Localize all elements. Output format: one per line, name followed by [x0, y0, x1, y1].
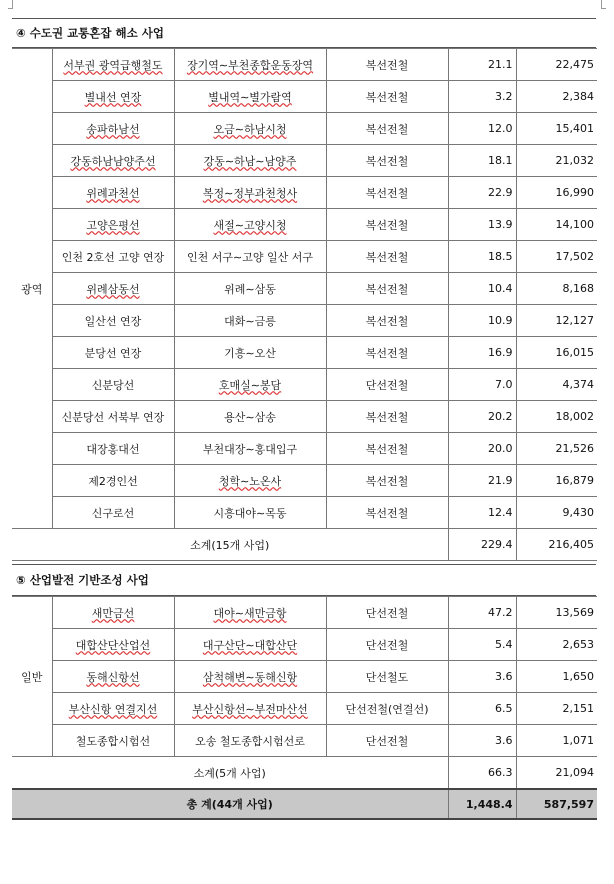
table-row [12, 209, 597, 241]
project-cost: 17,502 [516, 241, 597, 273]
project-route: 삼척해변∼동해신항 [174, 661, 326, 693]
table-row [12, 241, 597, 273]
project-cost: 22,475 [516, 49, 597, 81]
project-name: 대장홍대선 [52, 433, 174, 465]
project-name: 동해신항선 [52, 661, 174, 693]
project-name: 부산신항 연결지선 [52, 693, 174, 725]
subtotal-row [12, 529, 597, 561]
project-route: 시흥대야∼목동 [174, 497, 326, 529]
project-cost: 16,015 [516, 337, 597, 369]
project-type: 복선전철 [326, 337, 448, 369]
project-cost: 1,071 [516, 725, 597, 757]
project-type: 복선전철 [326, 433, 448, 465]
subtotal-length: 229.4 [448, 529, 516, 561]
project-route: 인천 서구∼고양 일산 서구 [174, 241, 326, 273]
project-route: 오금∼하남시청 [174, 113, 326, 145]
project-length: 10.9 [448, 305, 516, 337]
project-type: 단선전철 [326, 369, 448, 401]
page-corner-mark-left [8, 0, 13, 9]
page-top-margin [0, 0, 614, 12]
project-route: 대화∼금릉 [174, 305, 326, 337]
table-row [12, 401, 597, 433]
table-row [12, 49, 597, 81]
table-row [12, 337, 597, 369]
project-length: 47.2 [448, 597, 516, 629]
table-row [12, 81, 597, 113]
project-length: 16.9 [448, 337, 516, 369]
project-type: 복선전철 [326, 209, 448, 241]
project-cost: 13,569 [516, 597, 597, 629]
project-type: 복선전철 [326, 49, 448, 81]
project-cost: 8,168 [516, 273, 597, 305]
project-route: 호매실∼봉담 [174, 369, 326, 401]
project-type: 복선전철 [326, 241, 448, 273]
project-route: 장기역∼부천종합운동장역 [174, 49, 326, 81]
project-route: 부천대장∼홍대입구 [174, 433, 326, 465]
table-row [12, 433, 597, 465]
section5-title: ⑤ 산업발전 기반조성 사업 [12, 564, 596, 596]
project-length: 7.0 [448, 369, 516, 401]
table-row [12, 369, 597, 401]
project-length: 20.0 [448, 433, 516, 465]
project-cost: 2,653 [516, 629, 597, 661]
project-name: 신구로선 [52, 497, 174, 529]
table-row [12, 597, 597, 629]
project-cost: 4,374 [516, 369, 597, 401]
table-row [12, 497, 597, 529]
project-name: 새만금선 [52, 597, 174, 629]
project-name: 위례과천선 [52, 177, 174, 209]
section4-table [12, 48, 597, 561]
project-name: 별내선 연장 [52, 81, 174, 113]
table-row [12, 305, 597, 337]
table-row [12, 177, 597, 209]
project-name: 인천 2호선 고양 연장 [52, 241, 174, 273]
project-length: 12.4 [448, 497, 516, 529]
project-route: 위례∼삼동 [174, 273, 326, 305]
project-route: 용산∼삼송 [174, 401, 326, 433]
project-length: 20.2 [448, 401, 516, 433]
project-route: 대구산단∼대합산단 [174, 629, 326, 661]
subtotal-length: 66.3 [448, 757, 516, 790]
project-cost: 16,879 [516, 465, 597, 497]
project-type: 단선전철 [326, 725, 448, 757]
subtotal-row [12, 757, 597, 790]
grand-total-row [12, 789, 597, 819]
project-cost: 18,002 [516, 401, 597, 433]
project-length: 13.9 [448, 209, 516, 241]
project-type: 복선전철 [326, 465, 448, 497]
project-name: 철도종합시험선 [52, 725, 174, 757]
project-name: 서부권 광역급행철도 [52, 49, 174, 81]
project-cost: 1,650 [516, 661, 597, 693]
table-row [12, 661, 597, 693]
project-route: 부산신항선∼부전마산선 [174, 693, 326, 725]
project-route: 청학∼노온사 [174, 465, 326, 497]
project-route: 새절∼고양시청 [174, 209, 326, 241]
project-length: 3.2 [448, 81, 516, 113]
table-row [12, 725, 597, 757]
table-row [12, 145, 597, 177]
project-cost: 21,032 [516, 145, 597, 177]
project-cost: 14,100 [516, 209, 597, 241]
project-route: 복정∼정부과천청사 [174, 177, 326, 209]
project-length: 21.9 [448, 465, 516, 497]
category-cell: 광역 [12, 49, 52, 529]
project-name: 송파하남선 [52, 113, 174, 145]
grand-total-cost: 587,597 [516, 789, 597, 819]
project-cost: 2,384 [516, 81, 597, 113]
project-length: 22.9 [448, 177, 516, 209]
project-type: 복선전철 [326, 401, 448, 433]
project-type: 단선전철 [326, 597, 448, 629]
project-type: 복선전철 [326, 497, 448, 529]
table-row [12, 273, 597, 305]
project-type: 단선전철(연결선) [326, 693, 448, 725]
project-length: 5.4 [448, 629, 516, 661]
table-row [12, 629, 597, 661]
project-cost: 12,127 [516, 305, 597, 337]
subtotal-label: 소계(15개 사업) [12, 529, 448, 561]
project-type: 복선전철 [326, 273, 448, 305]
project-cost: 15,401 [516, 113, 597, 145]
project-route: 오송 철도종합시험선로 [174, 725, 326, 757]
section4-title: ④ 수도권 교통혼잡 해소 사업 [12, 18, 596, 48]
section5-table [12, 596, 597, 820]
project-route: 강동∼하남∼남양주 [174, 145, 326, 177]
project-length: 18.5 [448, 241, 516, 273]
category-cell: 일반 [12, 597, 52, 757]
grand-total-label: 총 계(44개 사업) [12, 789, 448, 819]
project-cost: 21,526 [516, 433, 597, 465]
project-type: 복선전철 [326, 305, 448, 337]
subtotal-cost: 216,405 [516, 529, 597, 561]
project-type: 복선전철 [326, 145, 448, 177]
page-corner-mark-right [601, 0, 606, 9]
project-type: 단선철도 [326, 661, 448, 693]
project-cost: 9,430 [516, 497, 597, 529]
project-name: 신분당선 [52, 369, 174, 401]
project-length: 18.1 [448, 145, 516, 177]
grand-total-length: 1,448.4 [448, 789, 516, 819]
project-route: 기흥∼오산 [174, 337, 326, 369]
project-length: 3.6 [448, 725, 516, 757]
project-name: 강동하남남양주선 [52, 145, 174, 177]
project-name: 일산선 연장 [52, 305, 174, 337]
table-row [12, 113, 597, 145]
project-route: 별내역∼별가람역 [174, 81, 326, 113]
project-length: 21.1 [448, 49, 516, 81]
project-type: 복선전철 [326, 113, 448, 145]
project-type: 단선전철 [326, 629, 448, 661]
table-row [12, 465, 597, 497]
project-name: 신분당선 서북부 연장 [52, 401, 174, 433]
subtotal-cost: 21,094 [516, 757, 597, 790]
project-name: 고양은평선 [52, 209, 174, 241]
project-length: 6.5 [448, 693, 516, 725]
project-length: 3.6 [448, 661, 516, 693]
project-route: 대야∼새만금항 [174, 597, 326, 629]
project-name: 대합산단산업선 [52, 629, 174, 661]
table-row [12, 693, 597, 725]
project-cost: 16,990 [516, 177, 597, 209]
project-type: 복선전철 [326, 81, 448, 113]
project-name: 위례삼동선 [52, 273, 174, 305]
project-type: 복선전철 [326, 177, 448, 209]
project-length: 10.4 [448, 273, 516, 305]
project-cost: 2,151 [516, 693, 597, 725]
project-name: 제2경인선 [52, 465, 174, 497]
project-name: 분당선 연장 [52, 337, 174, 369]
project-length: 12.0 [448, 113, 516, 145]
subtotal-label: 소계(5개 사업) [12, 757, 448, 790]
